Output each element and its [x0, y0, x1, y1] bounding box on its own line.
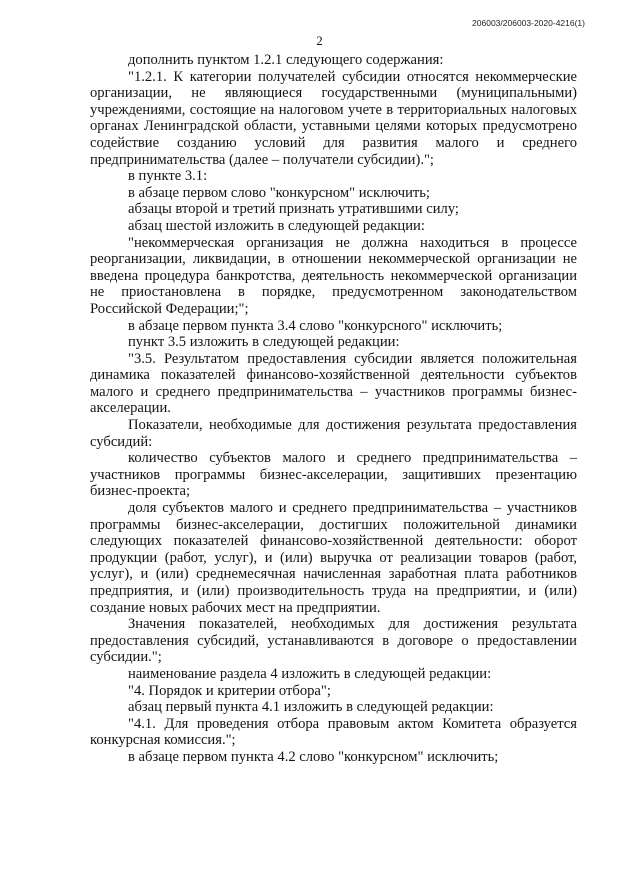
paragraph: абзацы второй и третий признать утратившими силу;: [128, 201, 459, 218]
paragraph: в абзаце первом пункта 3.4 слово "конкурсного" исключить;: [128, 317, 503, 334]
paragraph: пункт 3.5 изложить в следующей редакции:: [128, 334, 400, 351]
paragraph: в абзаце первом пункта 4.2 слово "конкурсном" исключить;: [128, 748, 499, 765]
document-body: [90, 52, 577, 766]
paragraph: количество субъектов малого и среднего предпринимательства – участников программы бизнес-акселерации, защитивших презентацию бизнес-проекта;: [90, 450, 577, 500]
paragraph: "1.2.1. К категории получателей субсидии относятся некоммерческие организации, не являющиеся государственными (муниципальными) учреждениями, состоящие на налоговом учете в территориальных налоговых органах Ленинградской области, уставными целями которых предусмотрено содействие созданию условий для развития малого и среднего предпринимательства (далее – получатели субсидии).";: [90, 68, 577, 168]
paragraph: "3.5. Результатом предоставления субсидии является положительная динамика показателей финансово-хозяйственной деятельности субъектов малого и среднего предпринимательства – участников программы бизнес-акселерации.: [90, 350, 577, 417]
paragraph: Показатели, необходимые для достижения результата предоставления субсидий:: [90, 417, 577, 450]
paragraph: доля субъектов малого и среднего предпринимательства – участников программы бизнес-акселерации, достигших положительной динамики следующих показателей финансово-хозяйственной деятельности: оборот продукции (работ, услуг), и (или) выручка от реализации товаров (работ, услуг), и (или) среднемесячная начисленная заработная плата работников предприятия, и (или) производительность труда на предприятии, и (или) создание новых рабочих мест на предприятии.: [90, 500, 577, 616]
paragraph: "4.1. Для проведения отбора правовым актом Комитета образуется конкурсная комиссия.";: [90, 715, 577, 749]
paragraph: абзац шестой изложить в следующей редакции:: [128, 217, 425, 234]
paragraph: "4. Порядок и критерии отбора";: [128, 682, 331, 699]
paragraph: в абзаце первом слово "конкурсном" исключить;: [128, 184, 430, 201]
page-number: 2: [316, 33, 323, 48]
paragraph: "некоммерческая организация не должна находиться в процессе реорганизации, ликвидации, в отношении некоммерческой организации не введена процедура банкротства, деятельность некоммерческой организации не приостановлена в порядке, предусмотренном законодательством Российской Федерации;";: [90, 234, 577, 317]
paragraph: наименование раздела 4 изложить в следующей редакции:: [128, 665, 492, 682]
paragraph: в пункте 3.1:: [128, 168, 208, 185]
paragraph: дополнить пунктом 1.2.1 следующего содержания:: [128, 52, 444, 68]
paragraph: абзац первый пункта 4.1 изложить в следующей редакции:: [128, 699, 494, 716]
document-id: 206003/206003-2020-4216(1): [472, 18, 585, 28]
paragraph: Значения показателей, необходимых для достижения результата предоставления субсидий, устанавливаются в договоре о предоставлении субсидии.";: [90, 616, 577, 666]
